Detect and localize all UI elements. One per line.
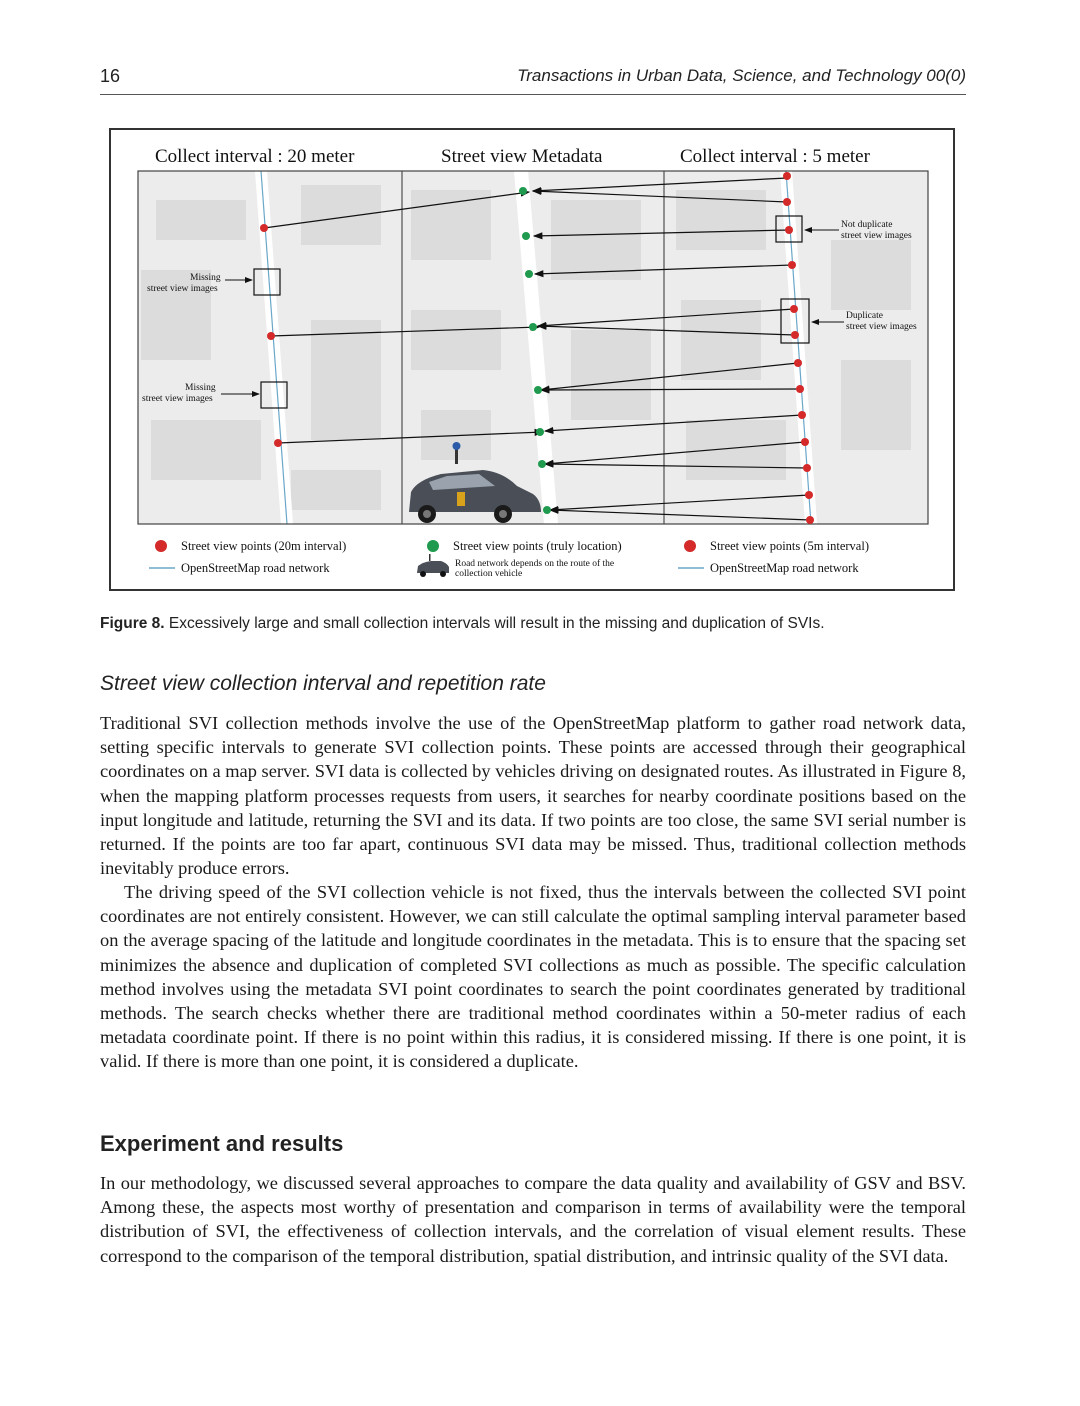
missing-label-1a: Missing bbox=[190, 273, 221, 283]
section-heading-interval: Street view collection interval and repetition rate bbox=[100, 672, 546, 695]
legend-vehicle-icon bbox=[417, 554, 449, 577]
figure-caption bbox=[100, 615, 980, 633]
legend-osm-1: OpenStreetMap road network bbox=[181, 561, 330, 575]
section-heading-experiment: Experiment and results bbox=[100, 1131, 344, 1156]
legend-red-20m: Street view points (20m interval) bbox=[181, 539, 347, 553]
not-duplicate-label-b: street view images bbox=[841, 231, 912, 241]
running-header bbox=[100, 66, 966, 95]
missing-label-1b: street view images bbox=[147, 284, 218, 294]
legend-green-dot bbox=[427, 540, 439, 552]
page-number: 16 bbox=[100, 66, 121, 86]
paragraph-1: Traditional SVI collection methods involve the use of the OpenStreetMap platform to gather road network data, setting specific intervals to generate SVI collection points. These points are accessed through their geographical coordinates on a map server. SVI data is collected by vehicles driving on designated routes. As illustrated in Figure 8, when the mapping platform processes requests from users, it searches for nearby coordinate positions based on the input longitude and latitude, returning the SVI and its data. If two points are too close, the same SVI serial number is returned. If the points are too far apart, continuous SVI data may be missed. Thus, traditional collection methods inevitably produce errors. bbox=[100, 713, 966, 879]
map-panel-left bbox=[138, 171, 401, 524]
legend-green-true: Street view points (truly location) bbox=[453, 539, 622, 553]
duplicate-label-a: Duplicate bbox=[846, 311, 883, 321]
legend-vehicle-a: Road network depends on the route of the bbox=[455, 559, 615, 569]
legend-red-dot-1 bbox=[155, 540, 167, 552]
missing-label-2b: street view images bbox=[142, 394, 213, 404]
not-duplicate-label-a: Not duplicate bbox=[841, 220, 893, 230]
map-panel-middle bbox=[403, 171, 663, 524]
paragraph-3: In our methodology, we discussed several approaches to compare the data quality and availability of GSV and BSV. Among these, the aspects most worthy of presentation and comparison in terms of availability were the temporal distribution of SVI, the effectiveness of collection intervals, and the correlation of visual element results. These correspond to the comparison of the temporal distribution, spatial distribution, and intrinsic quality of the SVI data. bbox=[100, 1173, 966, 1266]
caption-text: Excessively large and small collection intervals will result in the missing and duplication of SVIs. bbox=[168, 615, 825, 632]
panel-title-20m: Collect interval : 20 meter bbox=[155, 146, 355, 167]
legend-red-5m: Street view points (5m interval) bbox=[710, 539, 869, 553]
journal-title: Transactions in Urban Data, Science, and Technology 00(0) bbox=[517, 66, 966, 85]
caption-label: Figure 8. bbox=[100, 615, 165, 632]
legend-red-dot-2 bbox=[684, 540, 696, 552]
legend-osm-2: OpenStreetMap road network bbox=[710, 561, 859, 575]
duplicate-label-b: street view images bbox=[846, 322, 917, 332]
missing-label-2a: Missing bbox=[185, 383, 216, 393]
figure-diagram bbox=[111, 130, 953, 589]
legend-vehicle-b: collection vehicle bbox=[455, 569, 523, 579]
panel-title-5m: Collect interval : 5 meter bbox=[680, 146, 870, 167]
figure-8 bbox=[109, 128, 955, 591]
paragraph-2: The driving speed of the SVI collection vehicle is not fixed, thus the intervals between the collected SVI point coordinates are not entirely consistent. However, we can still calculate the optimal sampling interval parameter based on the average spacing of the latitude and longitude coordinates in the metadata. This is to ensure that the spacing set minimizes the absence and duplication of completed SVI collections as much as possible. The specific calculation method involves using the metadata SVI point coordinates to search the point coordinates generated by traditional methods. The search checks whether there are traditional method coordinates within a 50-meter radius of each metadata coordinate point. If there is no point within this radius, it is considered missing. If there is one point, it is valid. If there is more than one point, it is considered a duplicate. bbox=[100, 882, 966, 1072]
legend bbox=[149, 539, 869, 579]
panel-title-metadata: Street view Metadata bbox=[441, 146, 603, 167]
